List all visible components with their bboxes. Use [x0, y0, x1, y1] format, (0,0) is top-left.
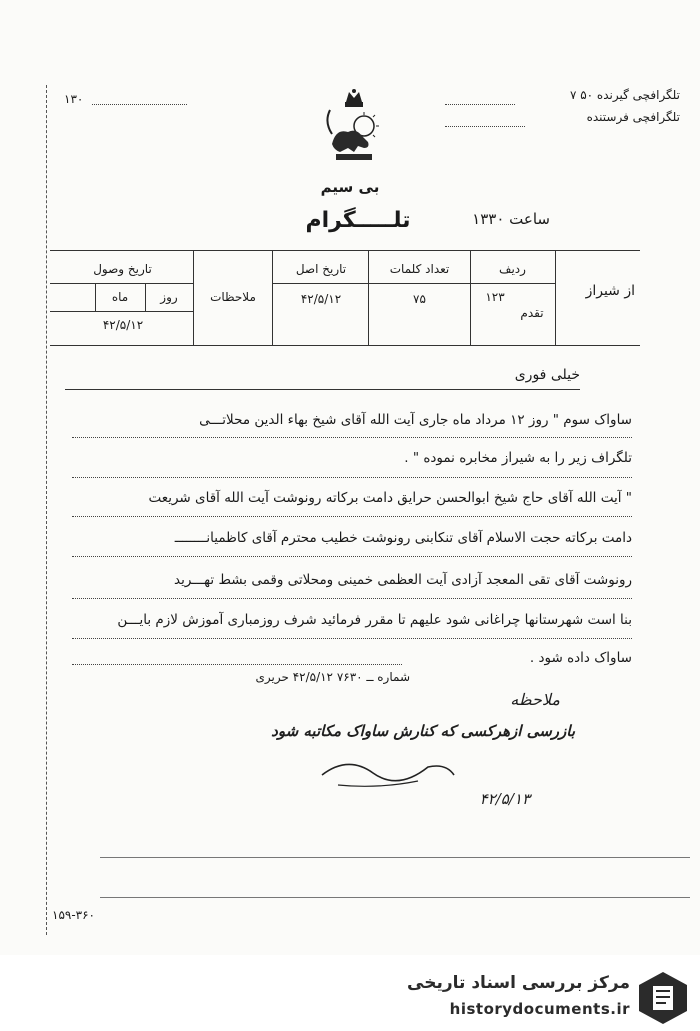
body-rule	[72, 516, 632, 517]
origin-date-value: ۴۲/۵/۱۲	[300, 292, 342, 306]
form-code: ۱۵۹-۳۶۰	[52, 908, 96, 922]
reference-line: شماره ــ ۷۶۳۰ ۴۲/۵/۱۲ حریری	[255, 670, 410, 684]
arrival-date-label: تاریخ وصول	[93, 262, 152, 276]
body-line: ساواک داده شود .	[529, 650, 632, 666]
table-divider	[470, 250, 471, 345]
blank-rule	[100, 857, 690, 858]
body-rule	[72, 638, 632, 639]
blank-rule	[100, 897, 690, 898]
table-divider	[555, 250, 556, 345]
row-label: ردیف	[499, 262, 526, 276]
arrival-subdivider	[95, 283, 96, 311]
handwritten-note: بازرسی ازهرکسی که کنارش ساواک مکاتبه شود	[271, 722, 575, 740]
body-line: رونوشت آقای تقی المعجد آزادی آیت العظمی خمینی ومحلاتی وقمی بشط تهـــرید	[174, 572, 632, 588]
addressee-rule	[65, 389, 580, 390]
table-divider	[193, 250, 194, 345]
notes-label: ملاحظات	[210, 290, 256, 304]
sender-label: تلگرافچی فرستنده	[586, 110, 680, 124]
watermark-url: historydocuments.ir	[449, 1000, 630, 1018]
table-header-rule	[272, 283, 555, 284]
origin-date-label: تاریخ اصل	[295, 262, 347, 276]
receiver-dotline	[445, 104, 515, 105]
archive-logo-icon	[636, 969, 690, 1027]
word-count-label: تعداد کلمات	[389, 262, 450, 276]
sender-dotline	[445, 126, 525, 127]
margin-rule	[46, 85, 47, 935]
document-number: ۱۳۰	[64, 92, 84, 106]
body-line: دامت برکاته حجت الاسلام آقای تنکابنی رونوشت خطیب محترم آقای کاظمیانــــــــ	[174, 530, 632, 546]
watermark-bar	[0, 955, 700, 1031]
table-divider	[368, 250, 369, 345]
body-rule	[72, 437, 632, 438]
arrival-date-value: ۴۲/۵/۱۲	[102, 318, 144, 332]
arrival-header-rule	[50, 283, 193, 284]
body-rule	[72, 556, 632, 557]
row-value: ۱۲۳	[485, 290, 505, 304]
table-bottom-rule	[50, 345, 640, 346]
origin-city: از شیراز	[585, 283, 635, 299]
lion-and-sun-emblem-icon	[318, 88, 390, 166]
handwritten-date: ۴۲/۵/۱۳	[479, 790, 530, 808]
arrival-subdivider	[145, 283, 146, 311]
addressee: خیلی فوری	[514, 367, 580, 383]
form-title: تلـــــگرام	[305, 208, 411, 233]
table-top-rule	[50, 250, 640, 251]
form-type: بی سیم	[320, 178, 380, 196]
signature-flourish-icon	[318, 745, 458, 793]
body-line: " آیت الله آقای حاج شیخ ابوالحسن حرایق دامت برکاته رونوشت آیت الله آقای شریعت	[148, 490, 632, 506]
arrival-day-label: روز	[160, 290, 178, 304]
body-rule	[72, 477, 632, 478]
time-label: ساعت ۱۳۳۰	[472, 210, 550, 228]
word-count-value: ۷۵	[413, 292, 426, 306]
body-rule	[72, 664, 402, 665]
handwritten-initial: ملاحظه	[510, 690, 560, 709]
table-divider	[272, 250, 273, 345]
body-line: ساواک سوم " روز ۱۲ مرداد ماه جاری آیت الله آقای شیخ بهاء الدین محلاتـــی	[199, 412, 632, 428]
arrival-month-label: ماه	[111, 290, 129, 304]
body-line: تلگراف زیر را به شیراز مخابره نموده " .	[404, 450, 632, 466]
arrival-subheader-rule	[50, 311, 193, 312]
watermark-name: مرکز بررسی اسناد تاریخی	[407, 973, 630, 993]
receiver-label: تلگرافچی گیرنده ۵۰ ۷	[569, 88, 680, 102]
body-line: بنا است شهرستانها چراغانی شود علیهم تا مقرر فرمائید شرف روزمباری آموزش لازم بایـــن	[117, 612, 632, 628]
priority-label: تقدم	[520, 306, 544, 320]
body-rule	[72, 598, 632, 599]
number-dotline	[92, 104, 187, 105]
